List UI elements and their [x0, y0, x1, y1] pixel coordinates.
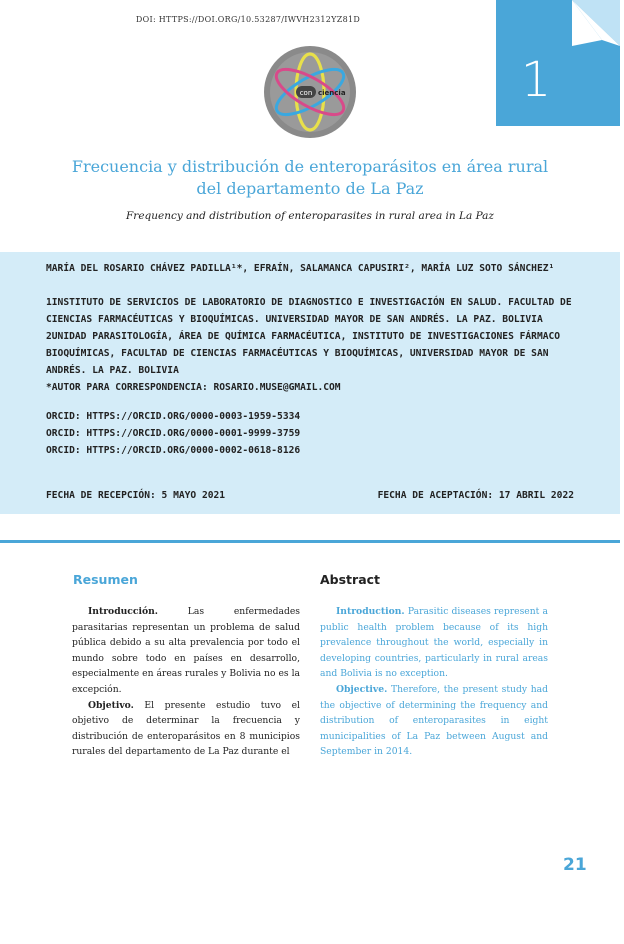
received-date: FECHA DE RECEPCIÓN: 5 MAYO 2021 — [46, 490, 226, 501]
orcid-2[interactable]: ORCID: HTTPS://ORCID.ORG/0000-0001-9999-3759 — [46, 428, 301, 439]
resumen-intro — [72, 604, 300, 698]
resumen-objective — [72, 698, 300, 760]
logo-text-ciencia: ciencia — [318, 89, 346, 97]
doi-line[interactable]: DOI: HTTPS://DOI.ORG/10.53287/IWVH2312YZ81D — [135, 15, 361, 24]
resumen-column — [72, 604, 300, 760]
abstract-intro — [320, 604, 548, 682]
resumen-objective-label: Objetivo. — [88, 699, 134, 711]
dates-row — [46, 490, 574, 501]
section-divider — [0, 540, 620, 543]
article-title: Frecuencia y distribución de enteroparásitos en área rural del departamento de La Paz — [71, 157, 549, 198]
abstract-intro-label: Introduction. — [336, 606, 405, 617]
article-subtitle: Frequency and distribution of enteroparasites in rural area in La Paz — [126, 210, 494, 222]
abstract-heading: Abstract — [320, 572, 381, 587]
orcid-1[interactable]: ORCID: HTTPS://ORCID.ORG/0000-0003-1959-5334 — [46, 411, 301, 422]
accepted-date: FECHA DE ACEPTACIÓN: 17 ABRIL 2022 — [377, 490, 574, 501]
resumen-intro-text: Las enfermedades parasitarias representan un problema de salud pública debido a su alta prevalencia por todo el mundo sobre todo en países en desarrollo, especialmente en áreas rurales y Bolivia no es la excepción. — [72, 606, 300, 695]
chapter-number: 1 — [520, 52, 552, 108]
affiliation-2: 2UNIDAD PARASITOLOGÍA, ÁREA DE QUÍMICA FARMACÉUTICA, INSTITUTO DE INVESTIGACIONES FÁRMACO BIOQUÍMICAS, FACULTAD DE CIENCIAS FARMACÉUTICAS Y BIOQUÍMICAS, UNIVERSIDAD MAYOR DE SAN ANDRÉS. LA PAZ. BOLIVIA — [46, 331, 561, 376]
logo-text-con: con — [299, 89, 313, 97]
abstract-column — [320, 604, 548, 760]
abstract-intro-text: Parasitic diseases represent a public health problem because of its high prevalence throughout the world, especially in developing countries, particularly in rural areas and Bolivia is no exception. — [320, 606, 548, 680]
chapter-tab — [496, 0, 620, 126]
resumen-intro-label: Introducción. — [88, 606, 158, 617]
authors: MARÍA DEL ROSARIO CHÁVEZ PADILLA¹*, EFRAÍN, SALAMANCA CAPUSIRI², MARÍA LUZ SOTO SÁNCHEZ¹ — [46, 263, 555, 274]
correspondence[interactable]: *AUTOR PARA CORRESPONDENCIA: ROSARIO.MUSE@GMAIL.COM — [46, 382, 341, 393]
abstract-objective-text: Therefore, the present study had the objective of determining the frequency and distribution of enteroparasites in eight municipalities of La Paz between August and September in 2014. — [320, 683, 548, 758]
resumen-objective-text: El presente estudio tuvo el objetivo de determinar la frecuencia y distribución de enteroparásitos en 8 municipios rurales del departamento de La Paz durante el — [72, 699, 300, 758]
abstract-objective — [320, 682, 548, 760]
author-info-panel — [0, 252, 620, 514]
affiliation-1: 1INSTITUTO DE SERVICIOS DE LABORATORIO DE DIAGNOSTICO E INVESTIGACIÓN EN SALUD. FACULTAD DE CIENCIAS FARMACÉUTICAS Y BIOQUÍMICAS. UNIVERSIDAD MAYOR DE SAN ANDRÉS. LA PAZ. BOLIVIA — [46, 297, 572, 325]
page-fold-icon — [572, 0, 620, 46]
resumen-heading: Resumen — [73, 572, 138, 587]
orcid-3[interactable]: ORCID: HTTPS://ORCID.ORG/0000-0002-0618-8126 — [46, 445, 301, 456]
page-number: 21 — [563, 855, 587, 875]
abstract-objective-label: Objective. — [336, 683, 388, 695]
conciencia-logo — [262, 44, 358, 140]
